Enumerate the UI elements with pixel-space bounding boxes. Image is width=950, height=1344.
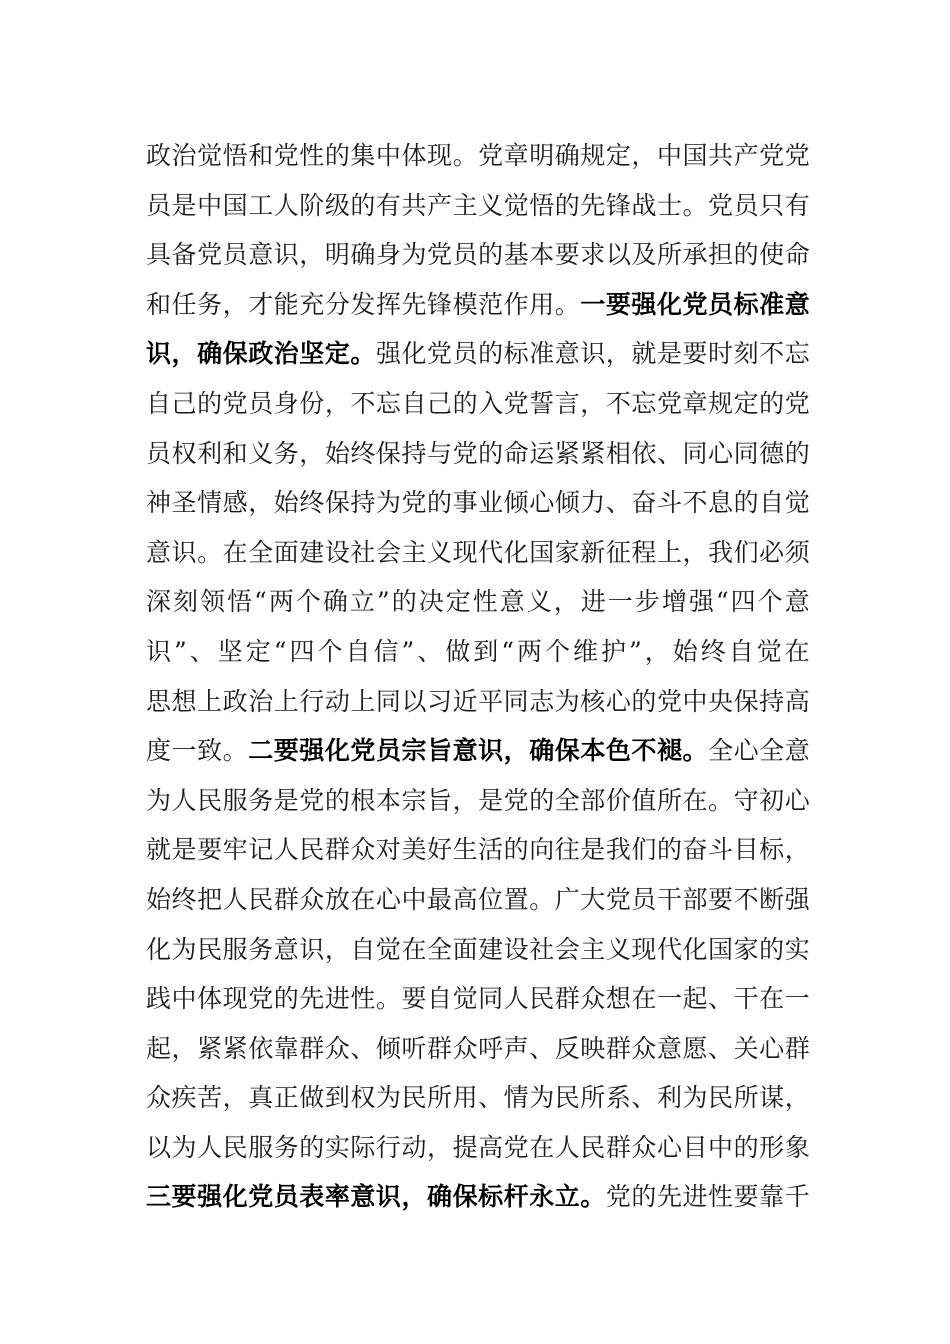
- body-text: 化为民服务意识，自觉在全面建设社会主义现代化国家的实: [146, 934, 810, 964]
- body-text: 深刻领悟“两个确立”的决定性意义，进一步增强“四个意: [146, 587, 810, 617]
- text-line: [146, 329, 810, 379]
- body-text: 众疾苦，真正做到权为民所用、情为民所系、利为民所谋，: [146, 1083, 810, 1113]
- body-text: 践中体现党的先进性。要自觉同人民群众想在一起、干在一: [146, 984, 810, 1014]
- text-line: [146, 379, 810, 429]
- text-line: [146, 429, 810, 479]
- bold-heading-text: 识，确保政治坚定。: [146, 339, 376, 369]
- bold-heading-text: 二要强化党员宗旨意识，确保本色不褪。: [248, 736, 709, 766]
- body-text: 强化党员的标准意识，就是要时刻不忘: [375, 339, 810, 369]
- body-text: 员是中国工人阶级的有共产主义觉悟的先锋战士。党员只有: [146, 190, 810, 220]
- text-line: [146, 677, 810, 727]
- bold-heading-text: 三要强化党员表率意识，确保标杆永立。: [146, 1182, 606, 1212]
- body-text: 以为人民服务的实际行动，提高党在人民群众心目中的形象: [146, 1132, 810, 1162]
- text-line: [146, 1024, 810, 1074]
- body-text: 政治觉悟和党性的集中体现。党章明确规定，中国共产党党: [146, 141, 810, 170]
- body-text: 自己的党员身份，不忘自己的入党誓言，不忘党章规定的党: [146, 388, 810, 418]
- text-line: [146, 478, 810, 528]
- bold-heading-text: 一要强化党员标准意: [580, 289, 810, 319]
- body-text: 员权利和义务，始终保持与党的命运紧紧相依、同心同德的: [146, 438, 810, 468]
- text-line: [146, 528, 810, 578]
- text-line: [146, 825, 810, 875]
- text-line: [146, 1123, 810, 1173]
- body-text: 具备党员意识，明确身为党员的基本要求以及所承担的使命: [146, 240, 810, 270]
- body-text: 全心全意: [708, 736, 811, 766]
- body-text: 始终把人民群众放在心中最高位置。广大党员干部要不断强: [146, 884, 810, 914]
- body-text: 为人民服务是党的根本宗旨，是党的全部价值所在。守初心: [146, 785, 810, 815]
- text-line: [146, 577, 810, 627]
- body-text: 党的先进性要靠千: [605, 1182, 810, 1212]
- text-line: [146, 1073, 810, 1123]
- document-body-text: [146, 131, 810, 1222]
- body-text: 度一致。: [146, 736, 249, 766]
- text-line: [146, 925, 810, 975]
- text-line: [146, 1172, 810, 1222]
- body-text: 思想上政治上行动上同以习近平同志为核心的党中央保持高: [146, 686, 810, 716]
- body-text: 和任务，才能充分发挥先锋模范作用。: [146, 289, 581, 319]
- body-text: 识”、坚定“四个自信”、做到“两个维护”，始终自觉在: [146, 636, 810, 666]
- text-line: [146, 280, 810, 330]
- body-text: 神圣情感，始终保持为党的事业倾心倾力、奋斗不息的自觉: [146, 488, 810, 518]
- body-text: 意识。在全面建设社会主义现代化国家新征程上，我们必须: [146, 537, 810, 567]
- text-line: [146, 131, 810, 181]
- text-line: [146, 181, 810, 231]
- text-line: [146, 230, 810, 280]
- text-line: [146, 875, 810, 925]
- text-line: [146, 627, 810, 677]
- text-line: [146, 974, 810, 1024]
- body-text: 起，紧紧依靠群众、倾听群众呼声、反映群众意愿、关心群: [146, 1033, 810, 1063]
- text-line: [146, 776, 810, 826]
- body-text: 就是要牢记人民群众对美好生活的向往是我们的奋斗目标，: [146, 835, 810, 865]
- text-line: [146, 726, 810, 776]
